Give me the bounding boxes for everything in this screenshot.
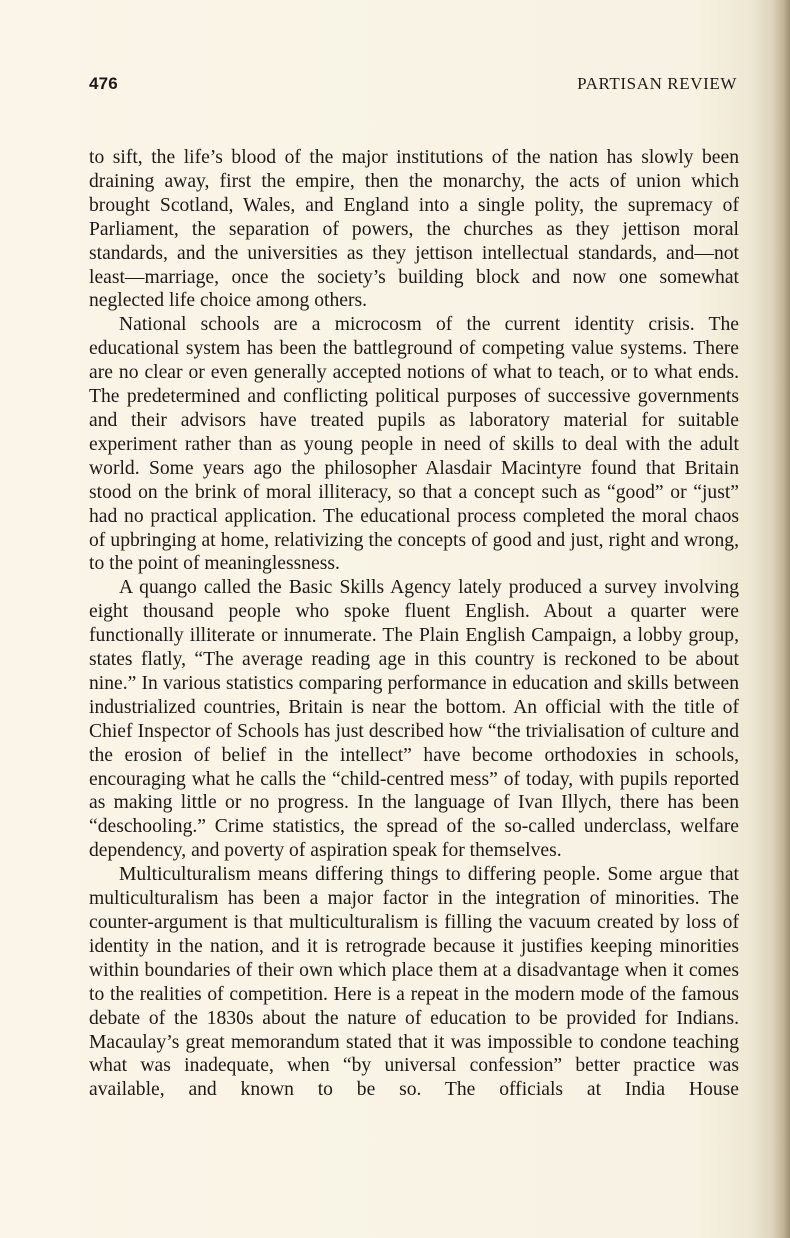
- paragraph: to sift, the life’s blood of the major institutions of the nation has slowly been draining away, first the empire, then the monarchy, the acts of union which brought Scotland, Wales, and England into a single polity, the supremacy of Parliament, the separation of powers, the churches as they jettison moral standards, and the universities as they jettison intellectual standards, and—not least—marriage, once the society’s building block and now one somewhat neglected life choice among others.: [89, 147, 739, 312]
- body-text: [89, 146, 739, 1102]
- page-number: 476: [89, 74, 118, 93]
- paragraph: A quango called the Basic Skills Agency lately produced a survey involving eight thousand people who spoke fluent English. About a quarter were functionally illiterate or innumerate. The Plain English Campaign, a lobby group, states flatly, “The average reading age in this country is reckoned to be about nine.” In various statistics comparing performance in education and skills between industrialized countries, Britain is near the bottom. An official with the title of Chief Inspector of Schools has just described how “the trivialisation of culture and the erosion of belief in the intellect” have become orthodoxies in schools, encouraging what he calls the “child-centred mess” of today, with pupils reported as making little or no progress. In the language of Ivan Illych, there has been “deschooling.” Crime statistics, the spread of the so-called underclass, welfare dependency, and poverty of aspiration speak for themselves.: [89, 577, 739, 862]
- paragraph: National schools are a microcosm of the current identity crisis. The educational system has been the battleground of competing value systems. There are no clear or even generally accepted notions of what to teach, or to what ends. The predetermined and conflicting political purposes of successive governments and their advisors have treated pupils as laboratory material for suitable experiment rather than as young people in need of skills to deal with the adult world. Some years ago the philosopher Alasdair Macintyre found that Britain stood on the brink of moral illiteracy, so that a concept such as “good” or “just” had no practical application. The educational process completed the moral chaos of upbringing at home, relativizing the concepts of good and just, right and wrong, to the point of meaninglessness.: [89, 314, 739, 575]
- page-edge-shadow: [772, 0, 790, 1238]
- running-head: PARTISAN REVIEW: [577, 74, 737, 93]
- paragraph: Multiculturalism means differing things to differing people. Some argue that multiculturalism has been a major factor in the integration of minorities. The counter-argument is that multiculturalism is filling the vacuum created by loss of identity in the nation, and it is retrograde because it justifies keeping minorities within boundaries of their own which place them at a disadvantage when it comes to the realities of competition. Here is a repeat in the modern mode of the famous debate of the 1830s about the nature of education to be provided for Indians. Macaulay’s great memorandum stated that it was impossible to condone teaching what was inadequate, when “by universal confession” better practice was available, and known to be so. The officials at India House: [89, 864, 739, 1101]
- page-header: [89, 74, 737, 100]
